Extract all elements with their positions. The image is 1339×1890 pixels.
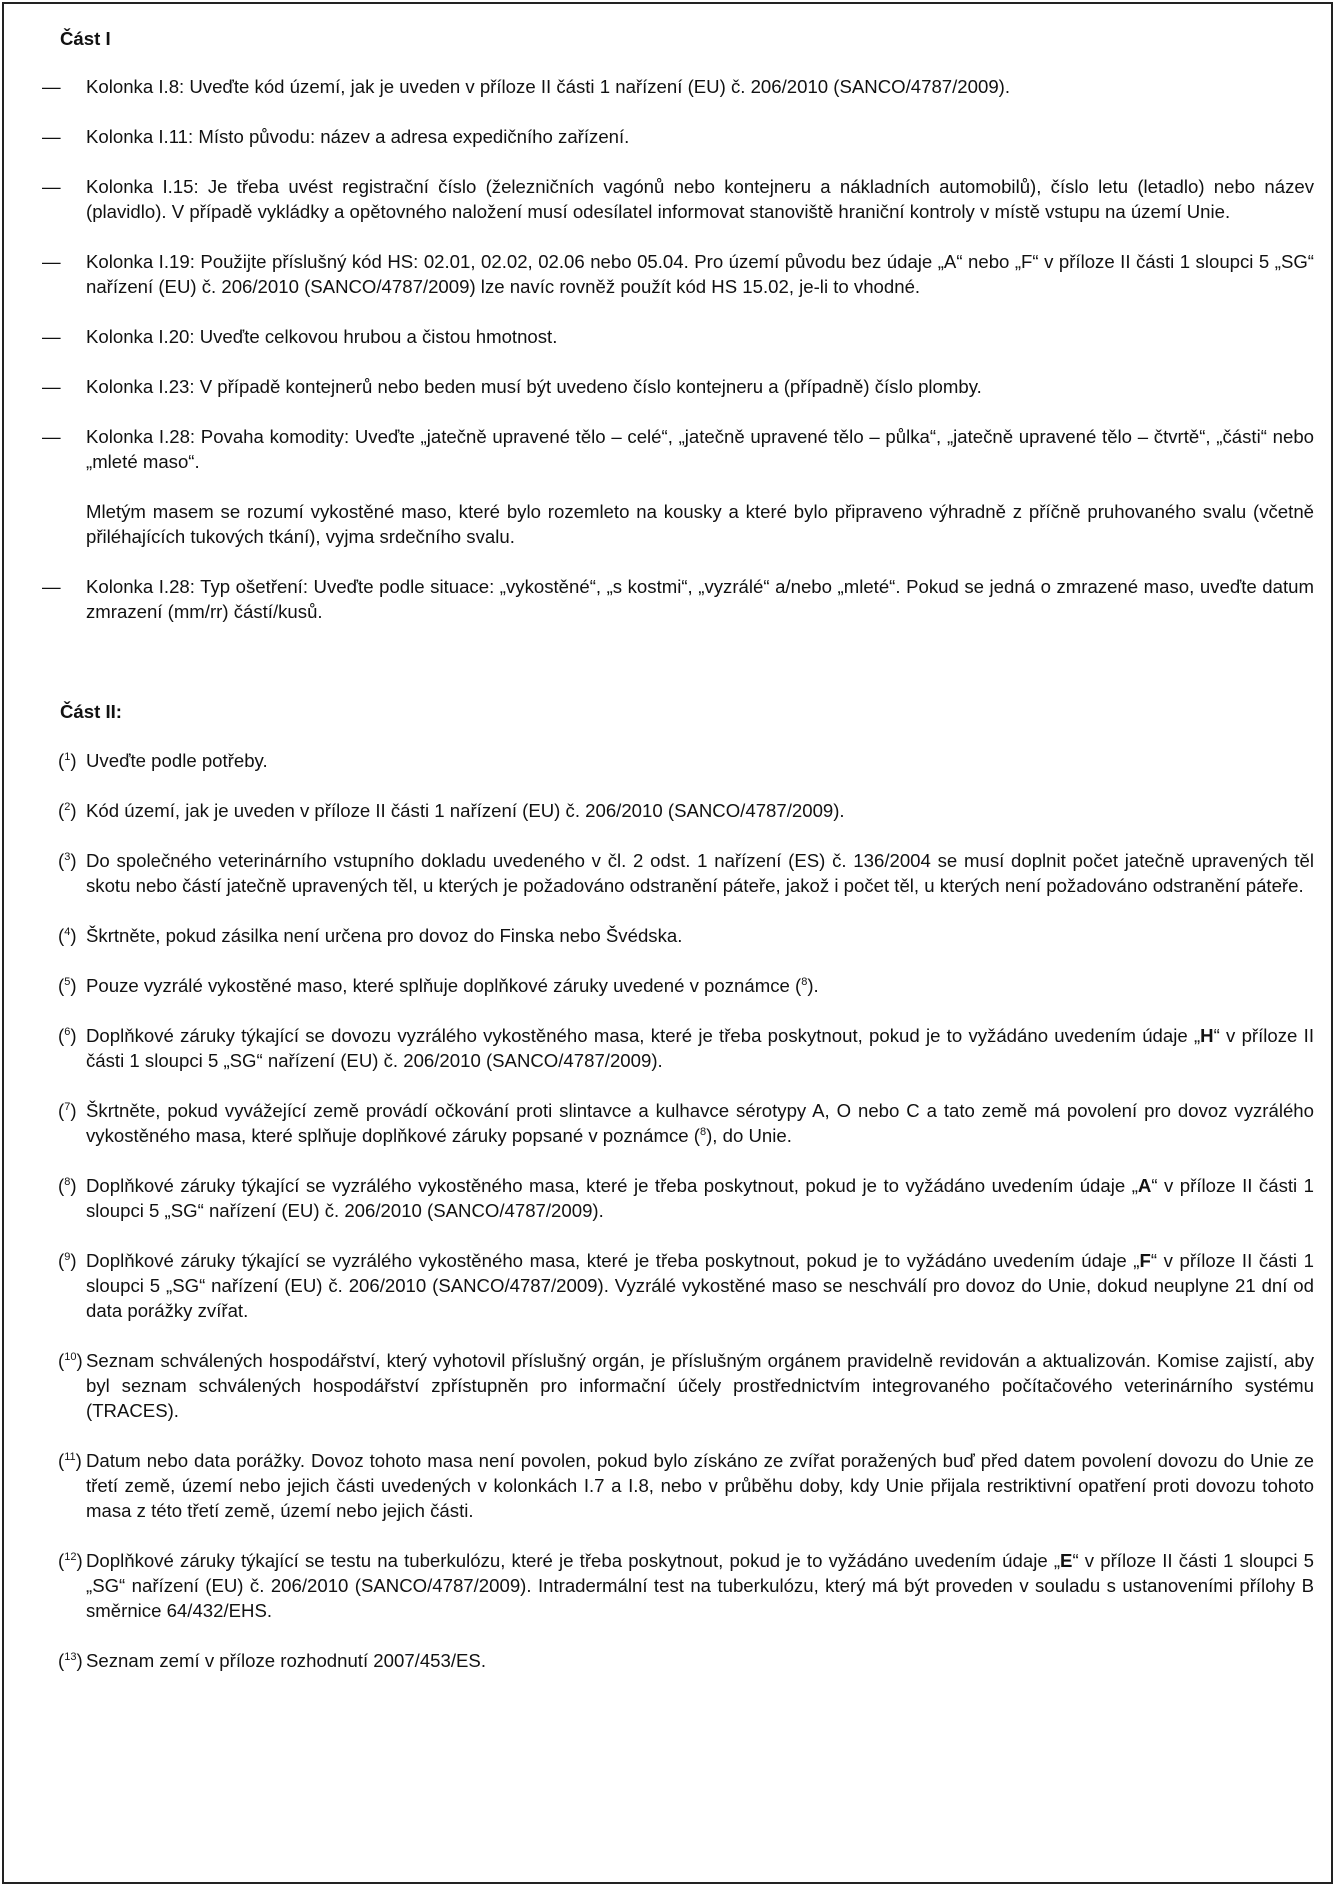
dash-bullet: —: [42, 251, 61, 272]
dash-bullet: —: [42, 376, 61, 397]
footnote-number: ($^{10}$): [58, 1350, 83, 1371]
footnote-text: Seznam schválených hospodářství, který vyhotovil příslušný orgán, je příslušným orgánem pravidelně revidován a aktualizován. Komise zajistí, aby byl seznam schválených hospodářství zpřístupněn pro informační účely prostřednictvím integrovaného počítačového veterinárního systému (TRACES).: [86, 1350, 1314, 1421]
footnote-10: [60, 1348, 1314, 1423]
footnote-3: [60, 848, 1314, 898]
minced-meat-definition: Mletým masem se rozumí vykostěné maso, které bylo rozemleto na kousky a které bylo připraveno výhradně z příčně pruhovaného svalu (včetně přiléhajících tukových tkání), vyjma srdečního svalu.: [86, 501, 1314, 547]
footnote-number: ($^{13}$): [58, 1650, 83, 1671]
footnote-7: [60, 1098, 1314, 1148]
footnote-number: ($^4$): [58, 925, 77, 946]
dash-bullet: —: [42, 326, 61, 347]
sg-code: E: [1060, 1550, 1073, 1571]
part1-item-box-i23: [42, 374, 1314, 399]
part1-item-box-i8: [42, 74, 1314, 99]
part2-title: Část II:: [60, 701, 122, 722]
footnote-number: ($^{12}$): [58, 1550, 83, 1571]
footnote-2: [60, 798, 1314, 823]
footnote-text: Doplňkové záruky týkající se testu na tuberkulózu, které je třeba poskytnout, pokud je to vyžádáno uvedením údaje „E“ v příloze II části 1 sloupci 5 „SG“ nařízení (EU) č. 206/2010 (SANCO/4787/2009). Intradermální test na tuberkulózu, který má být proveden v souladu s ustanoveními přílohy B směrnice 64/432/EHS.: [86, 1550, 1314, 1621]
footnote-text: Škrtněte, pokud zásilka není určena pro dovoz do Finska nebo Švédska.: [86, 925, 683, 946]
footnote-reference: 8: [699, 1126, 707, 1138]
footnote-5: [60, 973, 1314, 998]
footnote-number: ($^9$): [58, 1250, 77, 1271]
footnote-text: Škrtněte, pokud vyvážející země provádí očkování proti slintavce a kulhavce sérotypy A, O nebo C a tato země má povolení pro dovoz vyzrálého vykostěného masa, které splňuje doplňkové záruky popsané v poznámce ($^8$), do Unie.: [86, 1100, 1314, 1146]
item-text: Kolonka I.20: Uveďte celkovou hrubou a čistou hmotnost.: [86, 326, 558, 347]
footnote-text: Kód území, jak je uveden v příloze II části 1 nařízení (EU) č. 206/2010 (SANCO/4787/2009).: [86, 800, 845, 821]
footnote-number: ($^5$): [58, 975, 77, 996]
item-text: Kolonka I.28: Povaha komodity: Uveďte „jatečně upravené tělo – celé“, „jatečně upravené tělo – půlka“, „jatečně upravené tělo – čtvrtě“, „části“ nebo „mleté maso“.: [86, 426, 1314, 472]
item-text: Kolonka I.23: V případě kontejnerů nebo beden musí být uvedeno číslo kontejneru a (případně) číslo plomby.: [86, 376, 982, 397]
item-text: Kolonka I.11: Místo původu: název a adresa expedičního zařízení.: [86, 126, 630, 147]
footnote-number: ($^1$): [58, 750, 77, 771]
footnote-reference: 8: [801, 976, 808, 988]
dash-bullet: —: [42, 76, 61, 97]
footnote-text: Doplňkové záruky týkající se vyzrálého vykostěného masa, které je třeba poskytnout, pokud je to vyžádáno uvedením údaje „A“ v příloze II části 1 sloupci 5 „SG“ nařízení (EU) č. 206/2010 (SANCO/4787/2009).: [86, 1175, 1314, 1221]
footnote-number: ($^3$): [58, 850, 77, 871]
part1-item-box-i28-treatment: [42, 574, 1314, 624]
dash-bullet: —: [42, 176, 61, 197]
footnote-number: ($^6$): [58, 1025, 77, 1046]
item-text: Kolonka I.8: Uveďte kód území, jak je uveden v příloze II části 1 nařízení (EU) č. 206/2010 (SANCO/4787/2009).: [86, 76, 1011, 97]
footnote-number: ($^{11}$): [58, 1450, 82, 1471]
item-text: Kolonka I.15: Je třeba uvést registrační číslo (železničních vagónů nebo kontejneru a nákladních automobilů), číslo letu (letadlo) nebo název (plavidlo). V případě vykládky a opětovného naložení musí odesílatel informovat stanoviště hraniční kontroly v místě vstupu na území Unie.: [86, 176, 1314, 222]
footnote-text: Pouze vyzrálé vykostěné maso, které splňuje doplňkové záruky uvedené v poznámce ($^8$).: [86, 975, 819, 996]
footnote-text: Uveďte podle potřeby.: [86, 750, 268, 771]
footnote-4: [60, 923, 1314, 948]
dash-bullet: —: [42, 126, 61, 147]
footnote-12: [60, 1548, 1314, 1623]
sg-code: A: [1137, 1175, 1152, 1196]
part1-item-box-i28-commodity: [42, 424, 1314, 474]
part1-title: Část I: [60, 28, 111, 49]
part1-item-box-i20: [42, 324, 1314, 349]
part1-item-box-i15: [42, 174, 1314, 224]
footnote-text: Doplňkové záruky týkající se dovozu vyzrálého vykostěného masa, které je třeba poskytnout, pokud je to vyžádáno uvedením údaje „H“ v příloze II části 1 sloupci 5 „SG“ nařízení (EU) č. 206/2010 (SANCO/4787/2009).: [86, 1025, 1314, 1071]
dash-bullet: —: [42, 426, 61, 447]
footnote-text: Do společného veterinárního vstupního dokladu uvedeného v čl. 2 odst. 1 nařízení (ES) č. 136/2004 se musí doplnit počet jatečně upravených těl skotu nebo částí jatečně upravených těl, u kterých je požadováno odstranění páteře, jakož i počet těl, u kterých není požadováno odstranění páteře.: [86, 850, 1314, 896]
footnote-text: Doplňkové záruky týkající se vyzrálého vykostěného masa, které je třeba poskytnout, pokud je to vyžádáno uvedením údaje „F“ v příloze II části 1 sloupci 5 „SG“ nařízení (EU) č. 206/2010 (SANCO/4787/2009). Vyzrálé vykostěné maso se neschválí pro dovoz do Unie, dokud neuplyne 21 dní od data porážky zvířat.: [86, 1250, 1314, 1321]
footnote-6: [60, 1023, 1314, 1073]
dash-bullet: —: [42, 576, 61, 597]
item-text: Kolonka I.19: Použijte příslušný kód HS: 02.01, 02.02, 02.06 nebo 05.04. Pro území původu bez údaje „A“ nebo „F“ v příloze II části 1 sloupci 5 „SG“ nařízení (EU) č. 206/2010 (SANCO/4787/2009) lze navíc rovněž použít kód HS 15.02, je-li to vhodné.: [86, 251, 1314, 297]
footnote-text: Seznam zemí v příloze rozhodnutí 2007/453/ES.: [86, 1650, 486, 1671]
footnote-number: ($^2$): [58, 800, 77, 821]
sg-code: H: [1200, 1025, 1214, 1046]
part1-item-box-i19: [42, 249, 1314, 299]
part1-item-box-i11: [42, 124, 1314, 149]
footnote-8: [60, 1173, 1314, 1223]
sg-code: F: [1139, 1250, 1151, 1271]
footnote-text: Datum nebo data porážky. Dovoz tohoto masa není povolen, pokud bylo získáno ze zvířat poražených buď před datem povolení dovozu do Unie ze třetí země, území nebo jejich části uvedených v kolonkách I.7 a I.8, nebo v průběhu doby, kdy Unie přijala restriktivní opatření proti dovozu tohoto masa z této třetí země, území nebo jejich části.: [86, 1450, 1314, 1521]
footnote-9: [60, 1248, 1314, 1323]
footnote-number: ($^8$): [58, 1175, 77, 1196]
footnote-11: [60, 1448, 1314, 1523]
footnote-13: [60, 1648, 1314, 1673]
item-text: Kolonka I.28: Typ ošetření: Uveďte podle situace: „vykostěné“, „s kostmi“, „vyzrálé“ a/nebo „mleté“. Pokud se jedná o zmrazené maso, uveďte datum zmrazení (mm/rr) částí/kusů.: [86, 576, 1314, 622]
footnote-number: ($^7$): [58, 1100, 77, 1121]
footnote-1: [60, 748, 1314, 773]
document-frame: [2, 2, 1333, 1884]
